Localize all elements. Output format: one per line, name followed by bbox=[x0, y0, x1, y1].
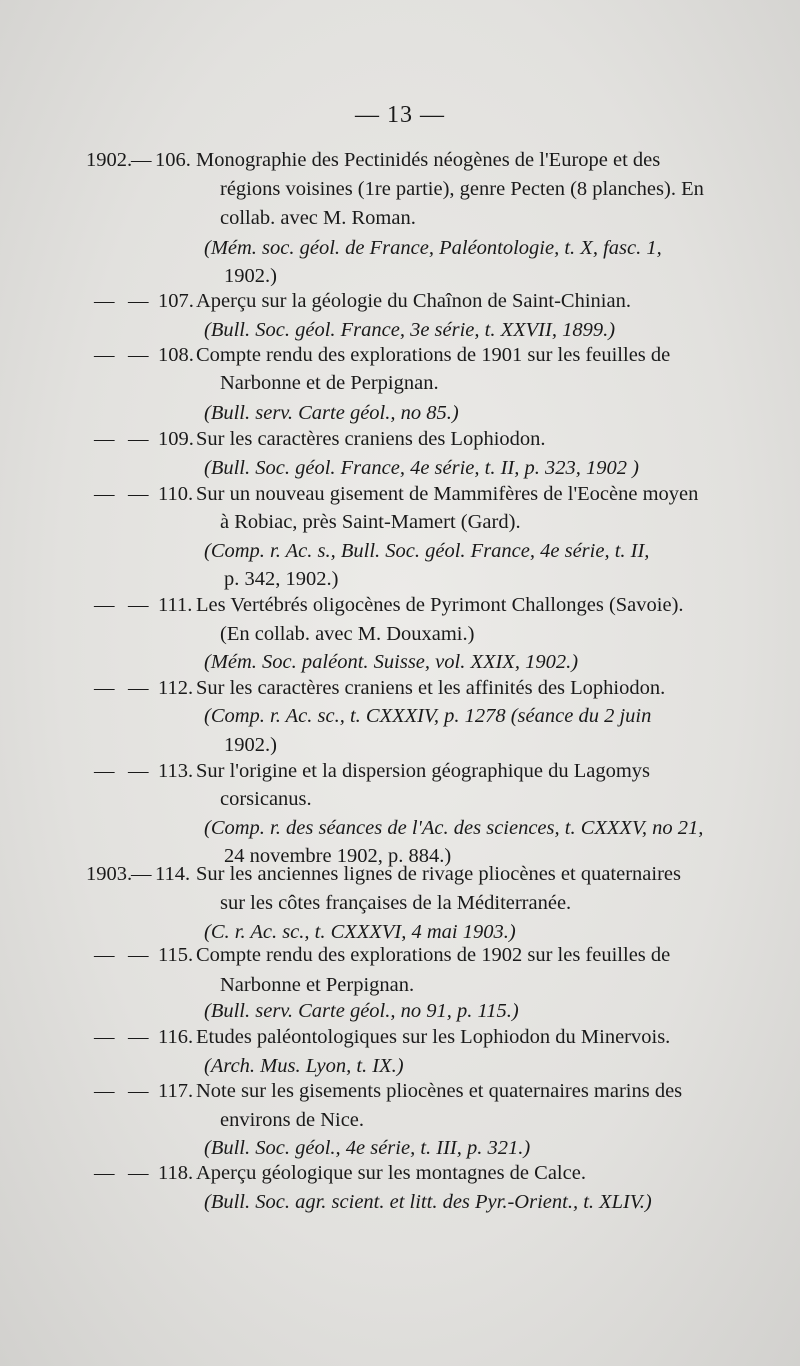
ditto-dash: — bbox=[94, 944, 115, 966]
entry-year: 1903. bbox=[86, 863, 133, 885]
entry-citation-line: (Bull. Soc. géol. France, 4e série, t. II, p. 323, 1902 ) bbox=[204, 457, 639, 479]
entry-citation-line: (Comp. r. Ac. sc., t. CXXXIV, p. 1278 (séance du 2 juin bbox=[204, 705, 652, 727]
ditto-dash: — bbox=[128, 428, 149, 450]
ditto-dash: — bbox=[128, 1026, 149, 1048]
entry-citation-line: 1902.) bbox=[224, 265, 277, 287]
entry-title-line: Compte rendu des explorations de 1902 sur les feuilles de bbox=[196, 944, 671, 966]
entry-citation-line: (Bull. serv. Carte géol., no 91, p. 115.) bbox=[204, 1000, 519, 1022]
entry-number: 118. bbox=[158, 1162, 194, 1184]
entry-title-line: environs de Nice. bbox=[220, 1109, 365, 1131]
ditto-dash: — bbox=[94, 290, 115, 312]
entry-citation-line: (Comp. r. des séances de l'Ac. des sciences, t. CXXXV, no 21, bbox=[204, 817, 704, 839]
entry-title-line: Les Vertébrés oligocènes de Pyrimont Challonges (Savoie). bbox=[196, 594, 684, 616]
entry-citation-line: (Arch. Mus. Lyon, t. IX.) bbox=[204, 1055, 404, 1077]
entry-title-line: Note sur les gisements pliocènes et quaternaires marins des bbox=[196, 1080, 683, 1102]
ditto-dash: — bbox=[128, 290, 149, 312]
entry-number: 114. bbox=[155, 863, 191, 885]
entry-number: 110. bbox=[158, 483, 194, 505]
page-number: — 13 — bbox=[355, 102, 445, 128]
entry-citation-line: 1902.) bbox=[224, 734, 277, 756]
ditto-dash: — bbox=[94, 1080, 115, 1102]
ditto-dash: — bbox=[131, 149, 152, 171]
entry-citation-line: (Bull. Soc. agr. scient. et litt. des Pyr.-Orient., t. XLIV.) bbox=[204, 1191, 652, 1213]
ditto-dash: — bbox=[131, 863, 152, 885]
entry-title-line: corsicanus. bbox=[220, 788, 312, 810]
entry-title-line: Sur les caractères craniens et les affinités des Lophiodon. bbox=[196, 677, 666, 699]
entry-number: 113. bbox=[158, 760, 194, 782]
ditto-dash: — bbox=[128, 760, 149, 782]
ditto-dash: — bbox=[128, 1162, 149, 1184]
entry-title-line: (En collab. avec M. Douxami.) bbox=[220, 623, 475, 645]
entry-title-line: Sur les anciennes lignes de rivage pliocènes et quaternaires bbox=[196, 863, 681, 885]
ditto-dash: — bbox=[94, 677, 115, 699]
entry-number: 109. bbox=[158, 428, 194, 450]
entry-title-line: à Robiac, près Saint-Mamert (Gard). bbox=[220, 511, 521, 533]
ditto-dash: — bbox=[128, 594, 149, 616]
entry-title-line: collab. avec M. Roman. bbox=[220, 207, 416, 229]
entry-number: 108. bbox=[158, 344, 194, 366]
entry-citation-line: (Bull. Soc. géol., 4e série, t. III, p. 321.) bbox=[204, 1137, 531, 1159]
entry-citation-line: (C. r. Ac. sc., t. CXXXVI, 4 mai 1903.) bbox=[204, 921, 516, 943]
entry-title-line: régions voisines (1re partie), genre Pecten (8 planches). En bbox=[220, 178, 704, 200]
entry-number: 115. bbox=[158, 944, 194, 966]
entry-title-line: Compte rendu des explorations de 1901 sur les feuilles de bbox=[196, 344, 671, 366]
entry-number: 106. bbox=[155, 149, 191, 171]
ditto-dash: — bbox=[94, 1026, 115, 1048]
entry-title-line: Narbonne et de Perpignan. bbox=[220, 372, 439, 394]
entry-number: 112. bbox=[158, 677, 194, 699]
ditto-dash: — bbox=[94, 428, 115, 450]
entry-year: 1902. bbox=[86, 149, 133, 171]
entry-citation-line: 24 novembre 1902, p. 884.) bbox=[224, 845, 452, 867]
entry-title-line: sur les côtes françaises de la Méditerranée. bbox=[220, 892, 572, 914]
ditto-dash: — bbox=[128, 1080, 149, 1102]
entry-citation-line: p. 342, 1902.) bbox=[224, 568, 339, 590]
entry-number: 107. bbox=[158, 290, 194, 312]
ditto-dash: — bbox=[128, 944, 149, 966]
entry-title-line: Aperçu géologique sur les montagnes de Calce. bbox=[196, 1162, 586, 1184]
entry-citation-line: (Comp. r. Ac. s., Bull. Soc. géol. France, 4e série, t. II, bbox=[204, 540, 650, 562]
ditto-dash: — bbox=[94, 760, 115, 782]
entry-number: 117. bbox=[158, 1080, 194, 1102]
entry-citation-line: (Bull. Soc. géol. France, 3e série, t. XXVII, 1899.) bbox=[204, 319, 616, 341]
entry-citation-line: (Mém. soc. géol. de France, Paléontologie, t. X, fasc. 1, bbox=[204, 237, 662, 259]
entry-title-line: Narbonne et Perpignan. bbox=[220, 974, 415, 996]
entry-title-line: Etudes paléontologiques sur les Lophiodon du Minervois. bbox=[196, 1026, 671, 1048]
ditto-dash: — bbox=[94, 594, 115, 616]
ditto-dash: — bbox=[128, 344, 149, 366]
entry-title-line: Monographie des Pectinidés néogènes de l'Europe et des bbox=[196, 149, 661, 171]
entry-number: 111. bbox=[158, 594, 193, 616]
entry-title-line: Sur les caractères craniens des Lophiodon. bbox=[196, 428, 546, 450]
entry-number: 116. bbox=[158, 1026, 194, 1048]
ditto-dash: — bbox=[128, 677, 149, 699]
ditto-dash: — bbox=[94, 483, 115, 505]
ditto-dash: — bbox=[128, 483, 149, 505]
entry-title-line: Aperçu sur la géologie du Chaînon de Saint-Chinian. bbox=[196, 290, 631, 312]
entry-title-line: Sur l'origine et la dispersion géographique du Lagomys bbox=[196, 760, 651, 782]
entry-citation-line: (Bull. serv. Carte géol., no 85.) bbox=[204, 402, 459, 424]
entry-title-line: Sur un nouveau gisement de Mammifères de l'Eocène moyen bbox=[196, 483, 699, 505]
ditto-dash: — bbox=[94, 1162, 115, 1184]
ditto-dash: — bbox=[94, 344, 115, 366]
entry-citation-line: (Mém. Soc. paléont. Suisse, vol. XXIX, 1902.) bbox=[204, 651, 579, 673]
